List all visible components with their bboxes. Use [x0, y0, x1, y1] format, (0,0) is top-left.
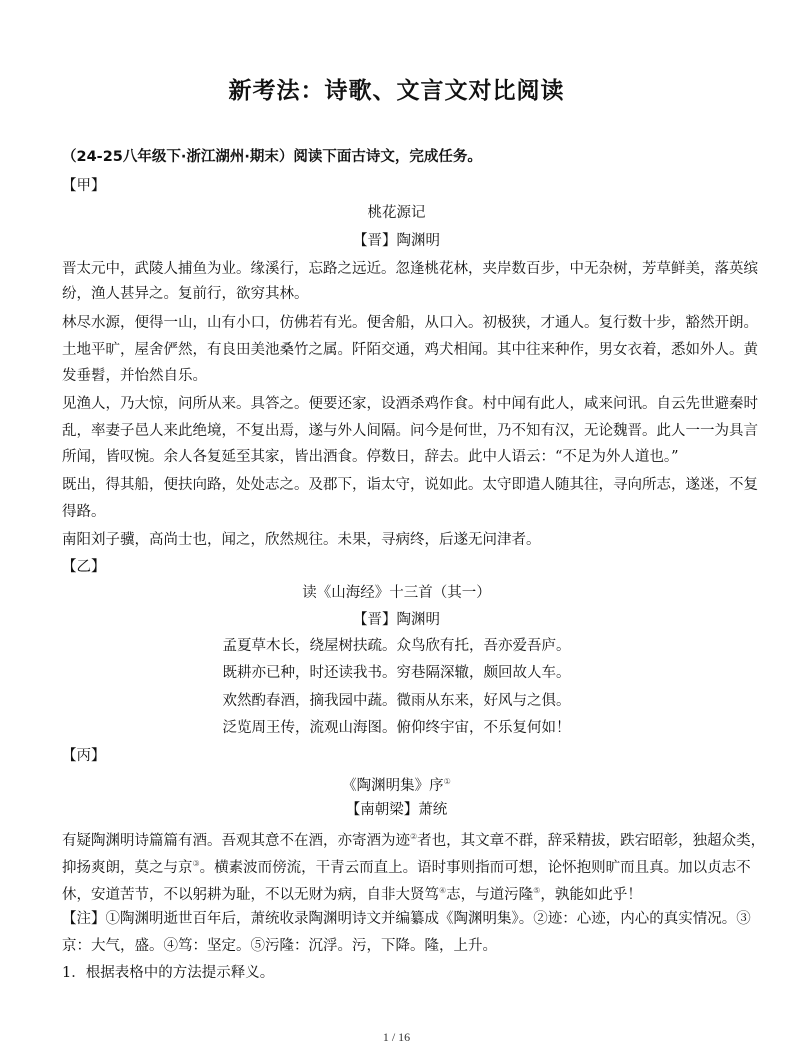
- bing-line: [62, 854, 751, 878]
- task-1: 1．根据表格中的方法提示释义。: [62, 965, 275, 981]
- bing-text: 志，与道污隆: [446, 886, 534, 903]
- section-jia-author: 【晋】陶渊明: [353, 233, 440, 249]
- jia-line: 南阳刘子骥，高尚士也，闻之，欣然规往。未果，寻病终，后遂无问津者。: [62, 532, 541, 548]
- poem-line: 孟夏草木长，绕屋树扶疏。众鸟欣有托，吾亦爱吾庐。: [222, 638, 571, 654]
- poem-line: 泛览周王传，流观山海图。俯仰终宇宙，不乐复何如！: [222, 720, 571, 736]
- poem-line: 既耕亦已种，时还读我书。穷巷隔深辙，颇回故人车。: [222, 665, 571, 681]
- bing-text: 抑扬爽朗，莫之与京: [62, 859, 193, 876]
- footnote-marker: ④: [439, 886, 447, 895]
- poem-line: 欢然酌春酒，摘我园中蔬。微雨从东来，好风与之俱。: [222, 693, 571, 709]
- jia-line: 乱，率妻子邑人来此绝境，不复出焉，遂与外人间隔。问今是何世，乃不知有汉，无论魏晋。此人一一为具言: [62, 423, 758, 439]
- notes-line: 【注】①陶渊明逝世百年后，萧统收录陶渊明诗文并编纂成《陶渊明集》。②迹：心迹，内心的真实情况。③: [62, 911, 751, 927]
- section-yi-author: 【晋】陶渊明: [353, 612, 440, 628]
- section-bing-title: 《陶渊明集》序: [342, 777, 444, 794]
- jia-line: 林尽水源，便得一山，山有小口，仿佛若有光。便舍船，从口入。初极狭，才通人。复行数十步，豁然开朗。: [62, 315, 758, 331]
- jia-line: 纷，渔人甚异之。复前行，欲穷其林。: [62, 286, 309, 302]
- section-bing-author: 【南朝梁】萧统: [345, 802, 448, 818]
- jia-line: 所闻，皆叹惋。余人各复延至其家，皆出酒食。停数日，辞去。此中人语云：“不足为外人道也。”: [62, 449, 679, 465]
- section-yi-label: 【乙】: [62, 559, 106, 575]
- page-title: 新考法：诗歌、文言文对比阅读: [228, 78, 565, 104]
- section-bing-title-row: [0, 772, 793, 796]
- bing-text: 有疑陶渊明诗篇篇有酒。吾观其意不在酒，亦寄酒为迹: [62, 832, 410, 849]
- jia-line: 土地平旷，屋舍俨然，有良田美池桑竹之属。阡陌交通，鸡犬相闻。其中往来种作，男女衣着，悉如外人。黄: [62, 342, 758, 358]
- jia-line: 发垂髫，并怡然自乐。: [62, 368, 207, 384]
- jia-line: 得路。: [62, 504, 106, 520]
- footnote-marker: ①: [443, 777, 451, 786]
- bing-line: [62, 827, 766, 851]
- section-jia-label: 【甲】: [62, 178, 106, 194]
- notes-line: 京：大气，盛。④笃：坚定。⑤污隆：沉浮。污，下降。隆，上升。: [62, 938, 497, 954]
- bing-text: 者也，其文章不群，辞采精拔，跌宕昭彰，独超众类，: [417, 832, 766, 849]
- page-number: 1 / 16: [382, 1030, 411, 1044]
- bing-line: [62, 881, 742, 905]
- bing-text: 。横素波而傍流，干青云而直上。语时事则指而可想，论怀抱则旷而且真。加以贞志不: [199, 859, 751, 876]
- section-yi-title: 读《山海经》十三首（其一）: [302, 585, 491, 601]
- section-jia-title: 桃花源记: [367, 205, 426, 221]
- footnote-marker: ③: [192, 859, 200, 868]
- footnote-marker: ②: [410, 832, 418, 841]
- footnote-marker: ⑤: [533, 886, 541, 895]
- jia-line: 既出，得其船，便扶向路，处处志之。及郡下，诣太守，说如此。太守即遣人随其往，寻向所志，遂迷，不复: [62, 477, 758, 493]
- jia-line: 见渔人，乃大惊，问所从来。具答之。便要还家，设酒杀鸡作食。村中闻有此人，咸来问讯。自云先世避秦时: [62, 396, 758, 412]
- jia-line: 晋太元中，武陵人捕鱼为业。缘溪行，忘路之远近。忽逢桃花林，夹岸数百步，中无杂树，芳草鲜美，落英缤: [62, 261, 758, 277]
- bing-text: 休，安道苦节，不以躬耕为耻，不以无财为病，自非大贤笃: [62, 886, 439, 903]
- section-bing-label: 【丙】: [62, 748, 106, 764]
- question-intro: （24-25八年级下·浙江湖州·期末）阅读下面古诗文，完成任务。: [62, 149, 482, 165]
- bing-text: ，孰能如此乎！: [540, 886, 642, 903]
